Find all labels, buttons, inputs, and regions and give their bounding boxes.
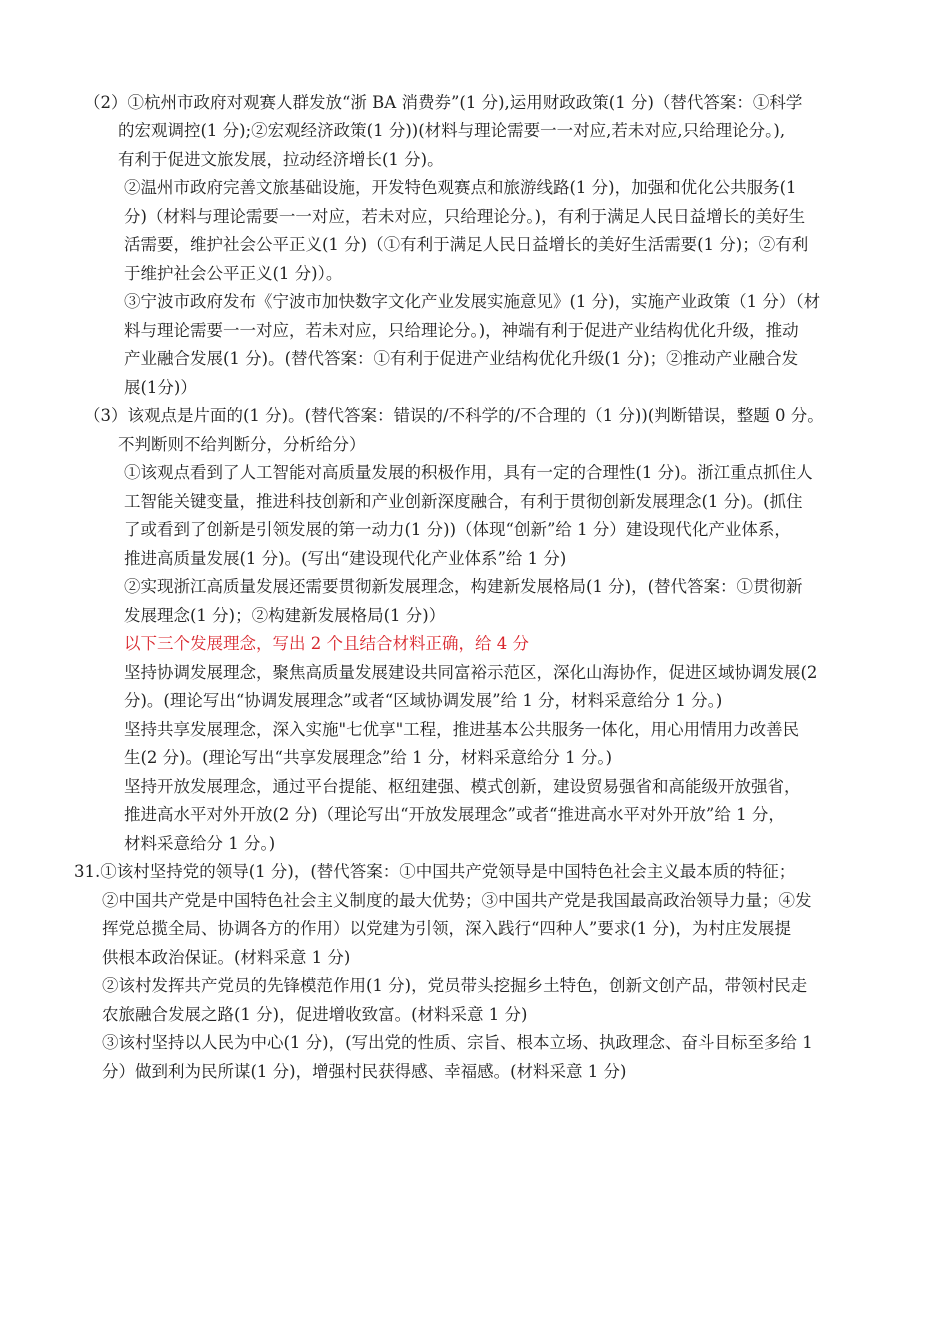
q3-p2-line-1: ②实现浙江高质量发展还需要贯彻新发展理念，构建新发展格局(1 分)，(替代答案：①贯彻新 — [124, 577, 803, 596]
q2-p2-line-3: 活需要，维护社会公平正义(1 分)（①有利于满足人民日益增长的美好生活需要(1 分)；②有利 — [124, 235, 809, 254]
q2-p2-line-2: 分)（材料与理论需要一一对应，若未对应，只给理论分。)，有利于满足人民日益增长的美好生 — [124, 207, 806, 226]
q31-line-4: 供根本政治保证。(材料采意 1 分) — [102, 948, 351, 967]
q2-p3-line-2: 料与理论需要一一对应，若未对应，只给理论分。)，神端有利于促进产业结构优化升级，推动 — [124, 321, 799, 340]
q3-p1-line-1: ①该观点看到了人工智能对高质量发展的积极作用，具有一定的合理性(1 分)。浙江重点抓住人 — [124, 463, 813, 482]
q3-p4-line-2: 生(2 分)。(理论写出“共享发展理念”给 1 分，材料采意给分 1 分。) — [124, 748, 613, 767]
q2-line-1: （2）①杭州市政府对观赛人群发放“浙 BA 消费券”(1 分),运用财政政策(1 分)（替代答案：①科学 — [84, 93, 803, 112]
q31-line-2: ②中国共产党是中国特色社会主义制度的最大优势；③中国共产党是我国最高政治领导力量；④发 — [102, 891, 812, 910]
q3-p5-line-1: 坚持开放发展理念，通过平台提能、枢纽建强、模式创新，建设贸易强省和高能级开放强省， — [124, 777, 801, 796]
q2-line-3: 有利于促进文旅发展，拉动经济增长(1 分)。 — [118, 150, 444, 169]
q3-p3-line-1: 坚持协调发展理念，聚焦高质量发展建设共同富裕示范区，深化山海协作，促进区域协调发展(2 — [124, 663, 818, 682]
q31-line-3: 挥党总揽全局、协调各方的作用）以党建为引领，深入践行“四种人”要求(1 分)，为村庄发展提 — [102, 919, 791, 938]
q31-line-1: 31.①该村坚持党的领导(1 分)，(替代答案：①中国共产党领导是中国特色社会主义最本质的特征； — [74, 862, 796, 881]
q3-p5-line-3: 材料采意给分 1 分。) — [124, 834, 276, 853]
q31-p3-line-1: ③该村坚持以人民为中心(1 分)，(写出党的性质、宗旨、根本立场、执政理念、奋斗目标至多给 1 — [102, 1033, 813, 1052]
q3-p1-line-3: 了或看到了创新是引领发展的第一动力(1 分))（体现“创新”给 1 分）建设现代化产业体系， — [124, 520, 791, 539]
q2-p2-line-4: 于维护社会公平正义(1 分)）。 — [124, 264, 343, 283]
q2-line-2: 的宏观调控(1 分);②宏观经济政策(1 分))(材料与理论需要一一对应,若未对应,只给理论分。), — [118, 121, 786, 140]
q3-p3-line-2: 分)。(理论写出“协调发展理念”或者“区域协调发展”给 1 分，材料采意给分 1 分。) — [124, 691, 723, 710]
q2-p3-line-1: ③宁波市政府发布《宁波市加快数字文化产业发展实施意见》(1 分)，实施产业政策（1 分）（材 — [124, 292, 821, 311]
q3-p5-line-2: 推进高水平对外开放(2 分)（理论写出“开放发展理念”或者“推进高水平对外开放”给 1 分， — [124, 805, 785, 824]
q2-p2-line-1: ②温州市政府完善文旅基础设施，开发特色观赛点和旅游线路(1 分)，加强和优化公共服务(1 — [124, 178, 797, 197]
q3-p4-line-1: 坚持共享发展理念，深入实施"七优享"工程，推进基本公共服务一体化，用心用情用力改善民 — [124, 720, 800, 739]
q3-p1-line-2: 工智能关键变量，推进科技创新和产业创新深度融合，有利于贯彻创新发展理念(1 分)。(抓住 — [124, 492, 803, 511]
q3-p1-line-4: 推进高质量发展(1 分)。(写出“建设现代化产业体系”给 1 分) — [124, 549, 567, 568]
q31-p2-line-2: 农旅融合发展之路(1 分)，促进增收致富。(材料采意 1 分) — [102, 1005, 528, 1024]
q3-p2-line-2: 发展理念(1 分)；②构建新发展格局(1 分)） — [124, 606, 446, 625]
q31-p3-line-2: 分）做到利为民所谋(1 分)，增强村民获得感、幸福感。(材料采意 1 分) — [102, 1062, 627, 1081]
q2-p3-line-3: 产业融合发展(1 分)。(替代答案：①有利于促进产业结构优化升级(1 分)；②推动产业融合发 — [124, 349, 799, 368]
q31-p2-line-1: ②该村发挥共产党员的先锋模范作用(1 分)，党员带头挖掘乡土特色，创新文创产品，带领村民走 — [102, 976, 808, 995]
q3-line-1: （3）该观点是片面的(1 分)。(替代答案：错误的/不科学的/不合理的（1 分))(判断错误，整题 0 分。 — [84, 406, 824, 425]
q2-p3-line-4: 展(1分)） — [124, 378, 197, 397]
q3-line-2: 不判断则不给判断分，分析给分） — [118, 435, 366, 454]
scoring-note-red: 以下三个发展理念，写出 2 个且结合材料正确，给 4 分 — [124, 634, 529, 653]
